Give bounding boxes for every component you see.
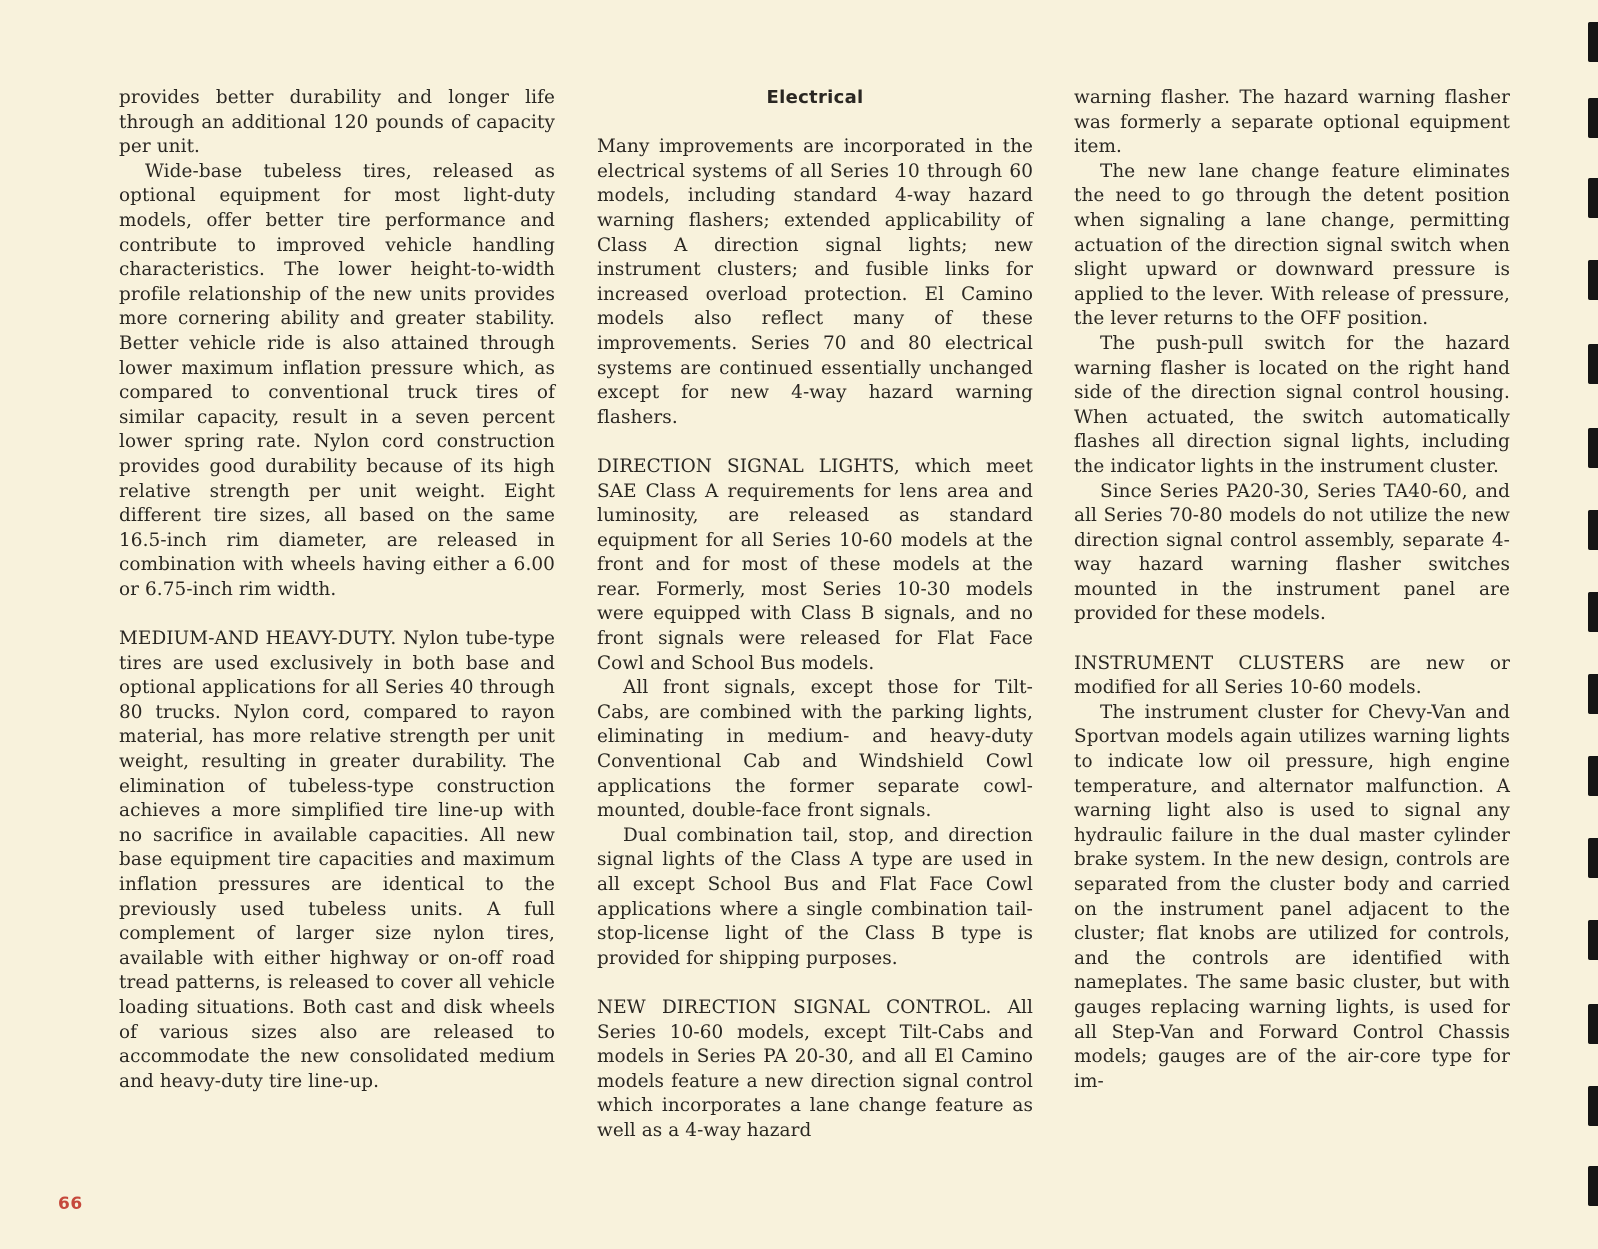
- page-number: 66: [58, 1194, 83, 1214]
- paragraph-push-pull-switch: The push-pull switch for the hazard warning flasher is located on the right hand side of the direction signal control housing. When actuated, the switch automatically flashes all direction signal lights, including the indicator lights in the instrument cluster.: [1074, 332, 1510, 477]
- binding-tab: [1588, 22, 1598, 62]
- paragraph-instrument-clusters: INSTRUMENT CLUSTERS are new or modified for all Series 10-60 models.: [1074, 652, 1510, 699]
- binding-tab: [1588, 98, 1598, 138]
- binding-tab: [1588, 920, 1598, 960]
- binding-tab: [1588, 674, 1598, 714]
- paragraph-hazard-flasher-continued: warning flasher. The hazard warning flasher was formerly a separate optional equipment item.: [1074, 87, 1510, 158]
- paragraph-electrical-intro: Many improvements are incorporated in the electrical systems of all Series 10 through 60 models, including standard 4-way hazard warning flashers; extended applicability of Class A direction signal lights; new instrument clusters; and fusible links for increased overload protection. El Camino models also reflect many of these improvements. Series 70 and 80 electrical systems are continued essentially unchanged except for new 4-way hazard warning flashers.: [597, 136, 1033, 428]
- text-column-right: [1074, 86, 1510, 1094]
- paragraph-series-exceptions: Since Series PA20-30, Series TA40-60, and all Series 70-80 models do not utilize the new direction signal control assembly, separate 4-way hazard warning flasher switches mounted in the instrument panel are provided for these models.: [1074, 480, 1510, 625]
- binding-tab: [1588, 428, 1598, 468]
- binding-tab: [1588, 756, 1598, 796]
- binding-tab: [1588, 592, 1598, 632]
- spiral-binding-edge: [1584, 0, 1598, 1249]
- binding-tab: [1588, 510, 1598, 550]
- text-column-left: [119, 86, 555, 1094]
- section-heading-electrical: Electrical: [766, 87, 864, 108]
- paragraph-wide-base-tires: Wide-base tubeless tires, released as optional equipment for most light-duty models, offer better tire performance and contribute to improved vehicle handling characteristics. The lower height-to-width profile relationship of the new units provides more cornering ability and greater stability. Better vehicle ride is also attained through lower maximum inflation pressure which, as compared to conventional truck tires of similar capacity, result in a seven percent lower spring rate. Nylon cord construction provides good durability because of its high relative strength per unit weight. Eight different tire sizes, all based on the same 16.5-inch rim diameter, are released in combination with wheels having either a 6.00 or 6.75-inch rim width.: [119, 160, 555, 600]
- paragraph-front-signals: All front signals, except those for Tilt-Cabs, are combined with the parking lights, eliminating in medium- and heavy-duty Conventional Cab and Windshield Cowl applications the former separate cowl-mounted, double-face front signals.: [597, 677, 1033, 822]
- paragraph-dual-combination-lights: Dual combination tail, stop, and direction signal lights of the Class A type are used in all except School Bus and Flat Face Cowl applications where a single combination tail-stop-license light of the Class B type is provided for shipping purposes.: [597, 824, 1033, 969]
- binding-tab: [1588, 838, 1598, 878]
- binding-tab: [1588, 178, 1598, 218]
- paragraph-medium-heavy-duty: MEDIUM-AND HEAVY-DUTY. Nylon tube-type tires are used exclusively in both base and optional applications for all Series 40 through 80 trucks. Nylon cord, compared to rayon material, has more relative strength per unit weight, resulting in greater durability. The elimination of tubeless-type construction achieves a more simplified tire line-up with no sacrifice in available capacities. All new base equipment tire capacities and maximum inflation pressures are identical to the previously used tubeless units. A full complement of larger size nylon tires, available with either highway or on-off road tread patterns, is released to cover all vehicle loading situations. Both cast and disk wheels of various sizes also are released to accommodate the new consolidated medium and heavy-duty tire line-up.: [119, 628, 555, 1092]
- text-column-middle: [597, 86, 1033, 1144]
- paragraph-lane-change-feature: The new lane change feature eliminates the need to go through the detent position when signaling a lane change, permitting actuation of the direction signal switch when slight upward or downward pressure is applied to the lever. With release of pressure, the lever returns to the OFF position.: [1074, 160, 1510, 330]
- paragraph-new-direction-signal-control: NEW DIRECTION SIGNAL CONTROL. All Series 10-60 models, except Tilt-Cabs and models in Series PA 20-30, and all El Camino models feature a new direction signal control which incorporates a lane change feature as well as a 4-way hazard: [597, 996, 1033, 1141]
- binding-tab: [1588, 260, 1598, 300]
- binding-tab: [1588, 1166, 1598, 1206]
- paragraph-capacity-continued: provides better durability and longer life through an additional 120 pounds of capacity per unit.: [119, 87, 555, 158]
- paragraph-chevy-van-cluster: The instrument cluster for Chevy-Van and Sportvan models again utilizes warning lights to indicate low oil pressure, high engine temperature, and alternator malfunction. A warning light also is used to signal any hydraulic failure in the dual master cylinder brake system. In the new design, controls are separated from the cluster body and carried on the instrument panel adjacent to the cluster; flat knobs are utilized for controls, and the controls are identified with nameplates. The same basic cluster, but with gauges replacing warning lights, is used for all Step-Van and Forward Control Chassis models; gauges are of the air-core type for im-: [1074, 701, 1510, 1092]
- paragraph-direction-signal-lights: DIRECTION SIGNAL LIGHTS, which meet SAE Class A requirements for lens area and luminosity, are released as standard equipment for all Series 10-60 models at the front and for most of these models at the rear. Formerly, most Series 10-30 models were equipped with Class B signals, and no front signals were released for Flat Face Cowl and School Bus models.: [597, 455, 1033, 674]
- binding-tab: [1588, 1004, 1598, 1044]
- binding-tab: [1588, 344, 1598, 384]
- binding-tab: [1588, 1086, 1598, 1126]
